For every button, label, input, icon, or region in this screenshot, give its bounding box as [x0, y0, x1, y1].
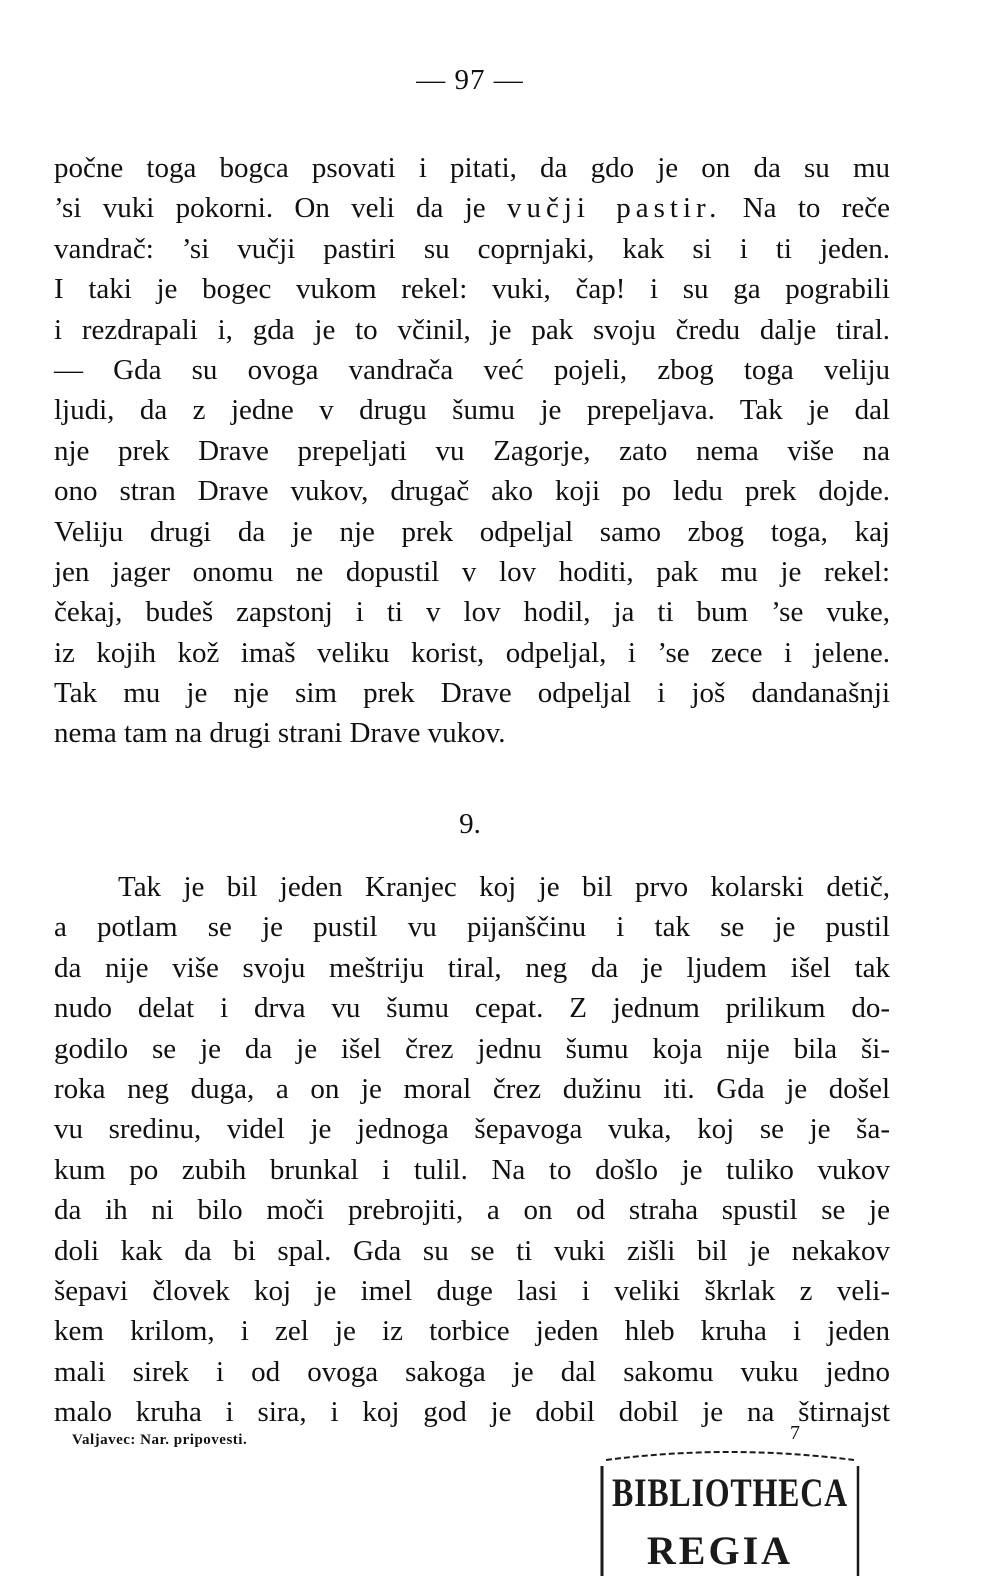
text-line: jen jager onomu ne dopustil v lov hoditi, pak mu je rekel: [54, 555, 890, 588]
text-line: i rezdrapali i, gda je to včinil, je pak svoju čredu dalje tiral. [54, 313, 890, 346]
library-stamp [598, 1446, 862, 1576]
paragraph-2 [54, 867, 890, 1432]
text-line: čekaj, budeš zapstonj i ti v lov hodil, ja ti bum ’se vuke, [54, 596, 890, 629]
text-line: kem krilom, i zel je iz torbice jeden hleb kruha i jeden [54, 1315, 890, 1348]
library-stamp-graphic [598, 1446, 862, 1576]
stamp-line-2: REGIA [646, 1528, 794, 1573]
text-line: da ih ni bilo moči prebrojiti, a on od straha spustil se je [54, 1194, 890, 1227]
text-line: iz kojih kož imaš veliku korist, odpeljal, i ’se zece i jelene. [54, 636, 890, 669]
text-line: da nije više svoju meštriju tiral, neg da je ljudem išel tak [54, 951, 890, 984]
text-line: kum po zubih brunkal i tulil. Na to došlo je tuliko vukov [54, 1153, 890, 1186]
text-line: šepavi človek koj je imel duge lasi i veliki škrlak z veli- [54, 1274, 890, 1307]
text-line: a potlam se je pustil vu pijanščinu i tak se je pustil [54, 911, 890, 944]
text-line: ljudi, da z jedne v drugu šumu je prepeljava. Tak je dal [54, 394, 890, 427]
paragraph-1 [54, 148, 890, 754]
text-line: roka neg duga, a on je moral črez dužinu iti. Gda je došel [54, 1072, 890, 1105]
text-line: godilo se je da je išel črez jednu šumu koja nije bila ši- [54, 1032, 890, 1065]
text-line: nje prek Drave prepeljati vu Zagorje, zato nema više na [54, 434, 890, 467]
text-line: I taki je bogec vukom rekel: vuki, čap! i su ga pograbili [54, 273, 890, 306]
stamp-line-1: BIBLIOTHECA [612, 1470, 848, 1515]
text-line-with-emphasis: ’si vuki pokorni. On veli da je vučji pastir. Na to reče [54, 192, 890, 225]
text-line: ono stran Drave vukov, drugač ako koji po ledu prek dojde. [54, 475, 890, 508]
text-line: vandrač: ’si vučji pastiri su coprnjaki, kak si i ti jeden. [54, 232, 890, 265]
text-line: počne toga bogca psovati i pitati, da gdo je on da su mu [54, 152, 890, 184]
text-line: nema tam na drugi strani Drave vukov. [54, 717, 506, 750]
page-number: — 97 — [416, 64, 524, 96]
text-line: Tak mu je nje sim prek Drave odpeljal i još dandanašnji [54, 677, 890, 710]
text-line: vu sredinu, videl je jednoga šepavoga vuka, koj se je ša- [54, 1113, 890, 1146]
text-line: mali sirek i od ovoga sakoga je dal sakomu vuku jedno [54, 1355, 890, 1388]
text-line: Veliju drugi da je nje prek odpeljal samo zbog toga, kaj [54, 515, 890, 548]
emphasized-text: vučji pastir. [506, 192, 722, 225]
text-line: Tak je bil jeden Kranjec koj je bil prvo kolarski detič, [118, 871, 890, 903]
text-line: nudo delat i drva vu šumu cepat. Z jednum prilikum do- [54, 992, 890, 1025]
footer-note: Valjavec: Nar. pripovesti. [72, 1432, 248, 1448]
text-line: doli kak da bi spal. Gda su se ti vuki zišli bil je nekakov [54, 1234, 890, 1267]
text-line: malo kruha i sira, i koj god je dobil dobil je na štirnajst [54, 1396, 890, 1429]
signature-mark: 7 [790, 1422, 800, 1444]
section-number: 9. [459, 808, 481, 840]
text-line: — Gda su ovoga vandrača već pojeli, zbog toga veliju [54, 353, 890, 386]
